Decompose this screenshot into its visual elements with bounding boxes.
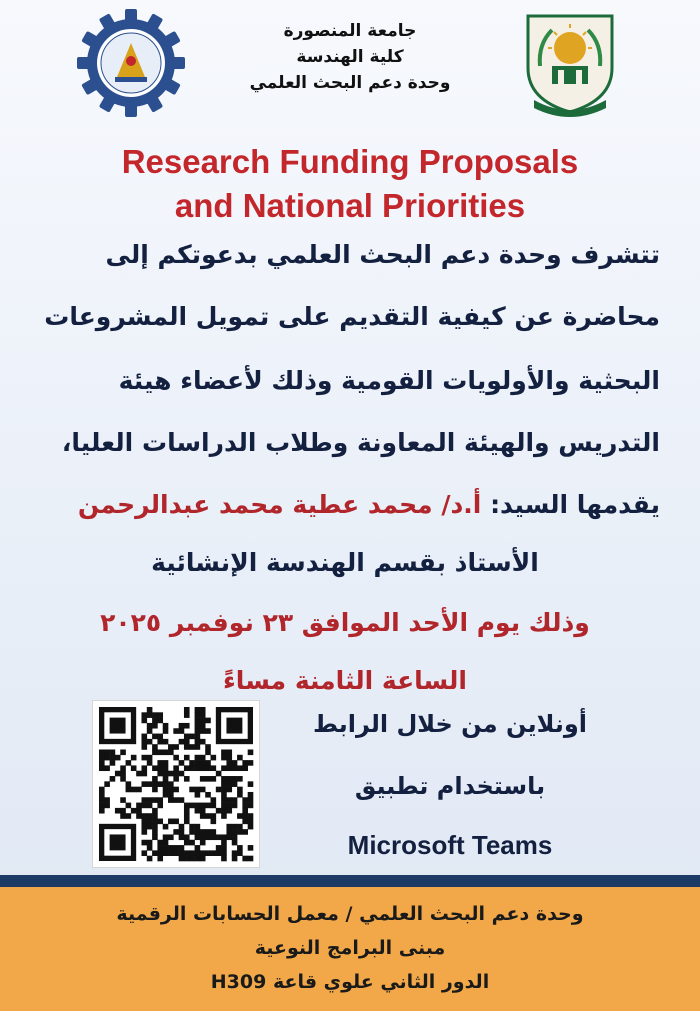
online-link-text: أونلاين من خلال الرابط <box>313 710 587 738</box>
speaker-prefix: يقدمها السيد: <box>481 490 660 519</box>
speaker-title: الأستاذ بقسم الهندسة الإنشائية <box>151 548 539 577</box>
title-line-1: Research Funding Proposals <box>121 143 579 180</box>
header <box>0 0 700 125</box>
footer-line-1: وحدة دعم البحث العلمي / معمل الحسابات الرقمية <box>116 903 584 925</box>
event-date: وذلك يوم الأحد الموافق ٢٣ نوفمبر ٢٠٢٥ <box>100 608 590 637</box>
faculty-engineering-logo <box>76 8 186 118</box>
event-time: الساعة الثامنة مساءً <box>223 666 467 695</box>
university-name: جامعة المنصورة <box>283 21 417 41</box>
university-seal-icon <box>518 4 622 122</box>
institution-heading <box>200 18 500 96</box>
footer-line-3: الدور الثاني علوي قاعة H309 <box>210 971 490 993</box>
gear-emblem-icon <box>76 8 186 118</box>
speaker-line <box>78 490 660 519</box>
qr-code-icon <box>93 701 259 867</box>
app-usage-text: باستخدام تطبيق <box>354 772 546 800</box>
invitation-line-2: محاضرة عن كيفية التقديم على تمويل المشروعات <box>44 302 660 331</box>
invitation-line-1: تتشرف وحدة دعم البحث العلمي بدعوتكم إلى <box>105 240 660 269</box>
mansoura-university-logo <box>518 4 622 122</box>
invitation-line-3: البحثية والأولويات القومية وذلك لأعضاء هيئة <box>118 366 660 395</box>
speaker-name: أ.د/ محمد عطية محمد عبدالرحمن <box>77 490 482 519</box>
poster-title <box>0 140 700 228</box>
footer-line-2: مبنى البرامج النوعية <box>254 937 446 959</box>
unit-name: وحدة دعم البحث العلمي <box>249 73 451 93</box>
faculty-name: كلية الهندسة <box>296 47 404 67</box>
invitation-line-4: التدريس والهيئة المعاونة وطلاب الدراسات العليا، <box>61 428 660 457</box>
footer-location <box>0 887 700 1011</box>
footer-divider <box>0 875 700 887</box>
app-name: Microsoft Teams <box>347 830 553 860</box>
qr-code[interactable] <box>92 700 260 868</box>
title-line-2: and National Priorities <box>174 187 526 224</box>
